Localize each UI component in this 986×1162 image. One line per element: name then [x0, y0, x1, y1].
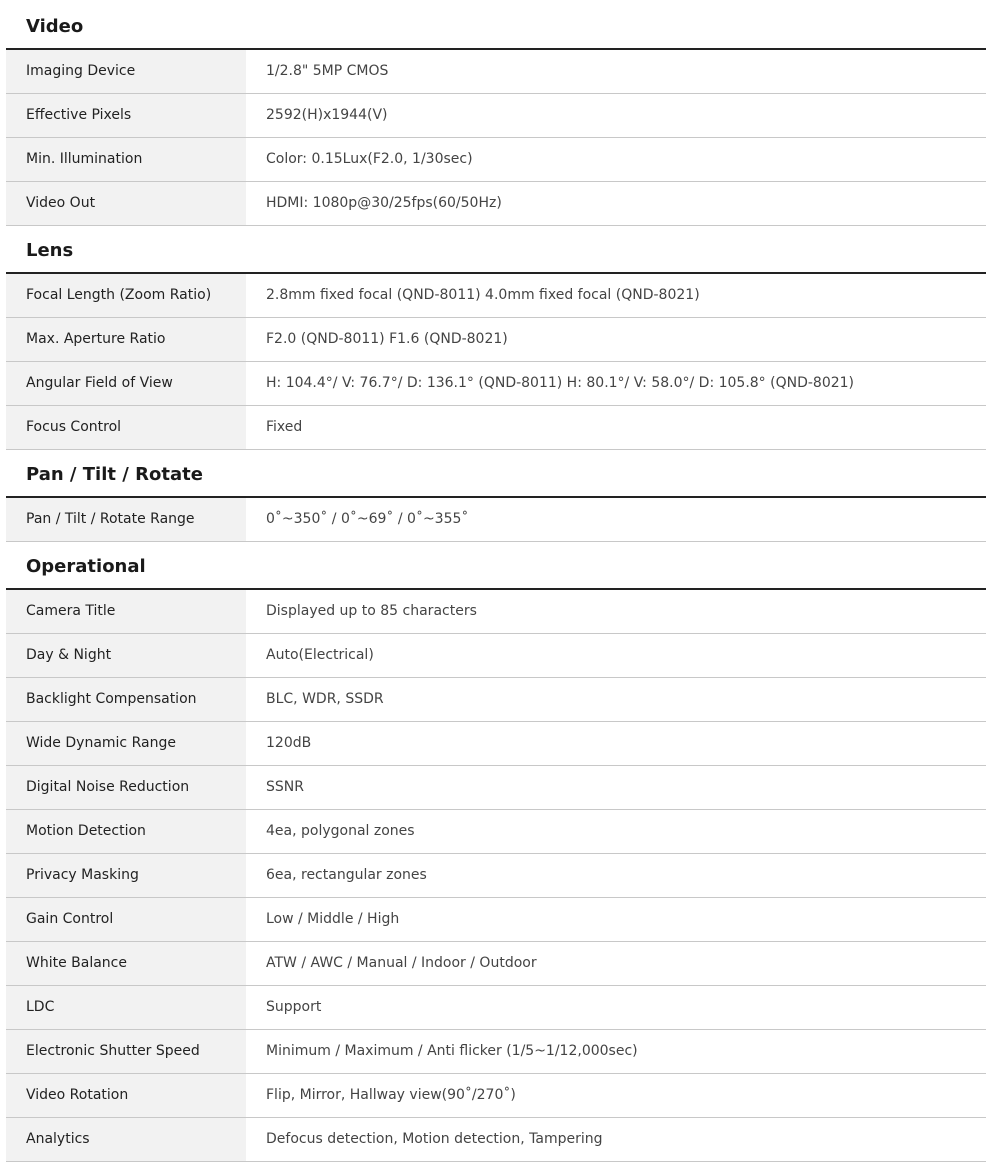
spec-label-cell [6, 1118, 246, 1161]
spec-label: Max. Aperture Ratio [26, 331, 166, 347]
section-title: Video [26, 16, 84, 37]
section-header-lens [6, 226, 986, 274]
spec-label: Angular Field of View [26, 375, 173, 391]
spec-label: Focus Control [26, 419, 122, 435]
spec-value: Fixed [266, 419, 303, 435]
spec-value: 1/2.8" 5MP CMOS [266, 63, 389, 79]
spec-row [6, 182, 986, 226]
section-title: Operational [26, 556, 146, 577]
spec-label-cell [6, 1030, 246, 1073]
spec-label: Privacy Masking [26, 867, 139, 883]
spec-value: Color: 0.15Lux(F2.0, 1/30sec) [266, 151, 473, 167]
spec-label-cell [6, 274, 246, 317]
spec-label-cell [6, 810, 246, 853]
spec-label: Video Rotation [26, 1087, 129, 1103]
spec-label: Focal Length (Zoom Ratio) [26, 287, 212, 303]
spec-label-cell [6, 138, 246, 181]
spec-value: Low / Middle / High [266, 911, 400, 927]
spec-value: Displayed up to 85 characters [266, 603, 477, 619]
spec-value: BLC, WDR, SSDR [266, 691, 384, 707]
spec-row [6, 898, 986, 942]
spec-row [6, 810, 986, 854]
spec-label: Min. Illumination [26, 151, 143, 167]
spec-label-cell [6, 406, 246, 449]
spec-row [6, 498, 986, 542]
spec-label: Backlight Compensation [26, 691, 197, 707]
spec-value: 120dB [266, 735, 312, 751]
spec-row [6, 138, 986, 182]
spec-value: 0˚~350˚ / 0˚~69˚ / 0˚~355˚ [266, 511, 469, 527]
spec-label-cell [6, 634, 246, 677]
spec-row [6, 854, 986, 898]
spec-row [6, 766, 986, 810]
section-title: Pan / Tilt / Rotate [26, 464, 203, 485]
spec-label: Gain Control [26, 911, 114, 927]
spec-label-cell [6, 942, 246, 985]
spec-label-cell [6, 94, 246, 137]
spec-value: ATW / AWC / Manual / Indoor / Outdoor [266, 955, 537, 971]
spec-value: SSNR [266, 779, 304, 795]
spec-label: Camera Title [26, 603, 116, 619]
spec-label-cell [6, 986, 246, 1029]
spec-label-cell [6, 722, 246, 765]
spec-label-cell [6, 766, 246, 809]
spec-row [6, 1118, 986, 1162]
spec-label: Electronic Shutter Speed [26, 1043, 200, 1059]
spec-value: Support [266, 999, 322, 1015]
spec-value: 2.8mm fixed focal (QND-8011) 4.0mm fixed focal (QND-8021) [266, 287, 700, 303]
spec-label: Pan / Tilt / Rotate Range [26, 511, 195, 527]
spec-row [6, 318, 986, 362]
spec-value: 6ea, rectangular zones [266, 867, 427, 883]
spec-value: F2.0 (QND-8011) F1.6 (QND-8021) [266, 331, 508, 347]
section-header-operational [6, 542, 986, 590]
spec-value: HDMI: 1080p@30/25fps(60/50Hz) [266, 195, 502, 211]
spec-label: Wide Dynamic Range [26, 735, 176, 751]
spec-label: Motion Detection [26, 823, 146, 839]
spec-label-cell [6, 498, 246, 541]
spec-label: Effective Pixels [26, 107, 132, 123]
spec-row [6, 1030, 986, 1074]
spec-label-cell [6, 50, 246, 93]
spec-label-cell [6, 590, 246, 633]
spec-label: Analytics [26, 1131, 90, 1147]
spec-row [6, 362, 986, 406]
spec-row [6, 590, 986, 634]
spec-label: White Balance [26, 955, 127, 971]
spec-value: Defocus detection, Motion detection, Tampering [266, 1131, 603, 1147]
spec-value: Auto(Electrical) [266, 647, 374, 663]
spec-row [6, 406, 986, 450]
section-header-video [6, 2, 986, 50]
spec-row [6, 50, 986, 94]
spec-label: Video Out [26, 195, 96, 211]
spec-value: Flip, Mirror, Hallway view(90˚/270˚) [266, 1087, 516, 1103]
spec-label: Day & Night [26, 647, 112, 663]
spec-row [6, 942, 986, 986]
spec-label-cell [6, 898, 246, 941]
spec-label-cell [6, 362, 246, 405]
spec-value: 4ea, polygonal zones [266, 823, 415, 839]
spec-value: 2592(H)x1944(V) [266, 107, 388, 123]
spec-label: LDC [26, 999, 55, 1015]
spec-label-cell [6, 854, 246, 897]
spec-row [6, 986, 986, 1030]
spec-value: H: 104.4°/ V: 76.7°/ D: 136.1° (QND-8011) H: 80.1°/ V: 58.0°/ D: 105.8° (QND-8021) [266, 375, 855, 391]
spec-row [6, 94, 986, 138]
spec-row [6, 1074, 986, 1118]
spec-row [6, 274, 986, 318]
spec-label-cell [6, 1074, 246, 1117]
spec-label-cell [6, 318, 246, 361]
spec-label-cell [6, 182, 246, 225]
section-header-pan-tilt-rotate [6, 450, 986, 498]
spec-label: Digital Noise Reduction [26, 779, 190, 795]
spec-value: Minimum / Maximum / Anti flicker (1/5~1/12,000sec) [266, 1043, 638, 1059]
spec-label-cell [6, 678, 246, 721]
spec-label: Imaging Device [26, 63, 136, 79]
spec-row [6, 722, 986, 766]
spec-row [6, 678, 986, 722]
section-title: Lens [26, 240, 74, 261]
spec-row [6, 634, 986, 678]
